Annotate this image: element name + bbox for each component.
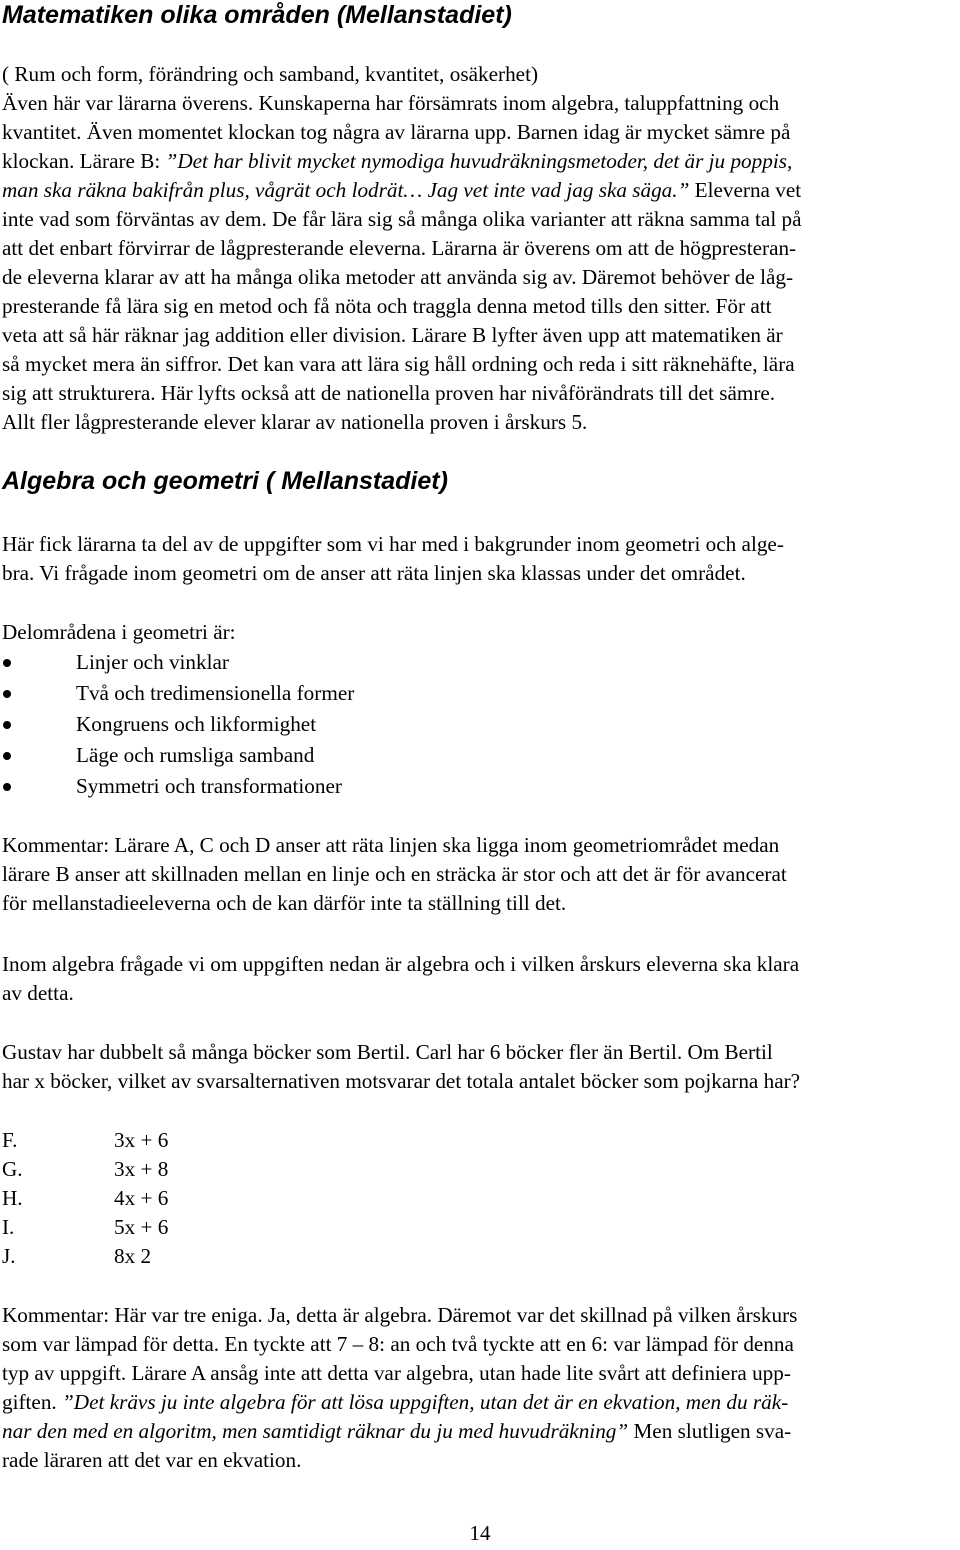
text-line: presterande få lära sig en metod och få nöta och traggla denna metod tills den sitter. För att [2, 294, 772, 318]
option-expression: 3x + 6 [114, 1128, 169, 1152]
section-heading-algebra-geometri: Algebra och geometri ( Mellanstadiet) [2, 467, 448, 495]
text-line: Inom algebra frågade vi om uppgiften nedan är algebra och i vilken årskurs eleverna ska klara [2, 952, 800, 976]
list-item: Två och tredimensionella former [76, 681, 355, 705]
quote-span: ”Det krävs ju inte algebra för att lösa uppgiften, utan det är en ekvation, men du räk- [62, 1390, 789, 1414]
quote-span: man ska räkna bakifrån plus, vågrät och lodrät… Jag vet inte vad jag ska säga.” [2, 178, 690, 202]
text-line: de eleverna klarar av att ha många olika metoder att använda sig av. Däremot behöver de låg- [2, 265, 794, 289]
text-span: Eleverna vet [689, 178, 802, 202]
list-item: Kongruens och likformighet [76, 712, 317, 736]
quote-span: nar den med en algoritm, men samtidigt räknar du ju med huvudräkning” [2, 1419, 629, 1443]
text-line: Allt fler lågpresterande elever klarar av nationella proven i årskurs 5. [2, 410, 588, 434]
option-letter: H. [2, 1186, 23, 1210]
text-line: kvantitet. Även momentet klockan tog några av lärarna upp. Barnen idag är mycket sämre på [2, 120, 791, 144]
bullet-list-intro: Delområdena i geometri är: [2, 620, 236, 644]
text-line: sig att strukturera. Här lyfts också att de nationella proven har nivåförändrats till det sämre. [2, 381, 776, 405]
text-line: Gustav har dubbelt så många böcker som Bertil. Carl har 6 böcker fler än Bertil. Om Bertil [2, 1040, 773, 1064]
list-item: Symmetri och transformationer [76, 774, 342, 798]
option-expression: 4x + 6 [114, 1186, 169, 1210]
bullet-icon [3, 690, 11, 698]
bullet-icon [3, 783, 11, 791]
quote-span: ”Det har blivit mycket nymodiga huvudräkningsmetoder, det är ju poppis, [165, 149, 793, 173]
text-line [2, 1388, 788, 1417]
text-line: Här fick lärarna ta del av de uppgifter som vi har med i bakgrunder inom geometri och alge- [2, 532, 784, 556]
list-item: Läge och rumsliga samband [76, 743, 315, 767]
text-line [2, 1417, 791, 1446]
text-line: Även här var lärarna överens. Kunskaperna har försämrats inom algebra, taluppfattning och [2, 91, 780, 115]
text-line: rade läraren att det var en ekvation. [2, 1448, 302, 1472]
page-number: 14 [469, 1521, 491, 1545]
text-line: så mycket mera än siffror. Det kan vara att lära sig håll ordning och reda i sitt räknehäfte, lära [2, 352, 795, 376]
option-expression: 3x + 8 [114, 1157, 169, 1181]
section-heading-matematiken: Matematiken olika områden (Mellanstadiet) [2, 1, 512, 29]
text-span: Men slutligen sva- [628, 1419, 792, 1443]
text-line: som var lämpad för detta. En tyckte att 7 – 8: an och två tyckte att en 6: var lämpad för denna [2, 1332, 794, 1356]
text-line: för mellanstadieeleverna och de kan därför inte ta ställning till det. [2, 891, 567, 915]
bullet-icon [3, 659, 11, 667]
text-line: Kommentar: Lärare A, C och D anser att räta linjen ska ligga inom geometriområdet medan [2, 833, 780, 857]
option-letter: F. [2, 1128, 18, 1152]
text-line: veta att så här räknar jag addition eller division. Lärare B lyfter även upp att matematiken är [2, 323, 783, 347]
bullet-icon [3, 752, 11, 760]
option-expression: 8x 2 [114, 1244, 152, 1268]
text-span: klockan. Lärare B: [2, 149, 166, 173]
text-line: Kommentar: Här var tre eniga. Ja, detta är algebra. Däremot var det skillnad på vilken årskurs [2, 1303, 798, 1327]
option-letter: J. [2, 1244, 16, 1268]
text-line: av detta. [2, 981, 74, 1005]
option-letter: G. [2, 1157, 23, 1181]
text-line [2, 147, 792, 176]
text-line: bra. Vi frågade inom geometri om de anser att räta linjen ska klassas under det området. [2, 561, 746, 585]
text-line [2, 176, 801, 205]
text-line: har x böcker, vilket av svarsalternativen motsvarar det totala antalet böcker som pojkarna har? [2, 1069, 801, 1093]
option-letter: I. [2, 1215, 15, 1239]
text-line: lärare B anser att skillnaden mellan en linje och en sträcka är stor och att det är för avancerat [2, 862, 787, 886]
text-line: inte vad som förväntas av dem. De får lära sig så många olika varianter att räkna samma tal på [2, 207, 802, 231]
list-item: Linjer och vinklar [76, 650, 229, 674]
option-expression: 5x + 6 [114, 1215, 169, 1239]
text-line: ( Rum och form, förändring och samband, kvantitet, osäkerhet) [2, 62, 539, 86]
text-span: giften. [2, 1390, 63, 1414]
text-line: typ av uppgift. Lärare A ansåg inte att detta var algebra, utan hade lite svårt att definiera upp- [2, 1361, 791, 1385]
bullet-icon [3, 721, 11, 729]
text-line: att det enbart förvirrar de lågpresterande eleverna. Lärarna är överens om att de högpresteran- [2, 236, 797, 260]
